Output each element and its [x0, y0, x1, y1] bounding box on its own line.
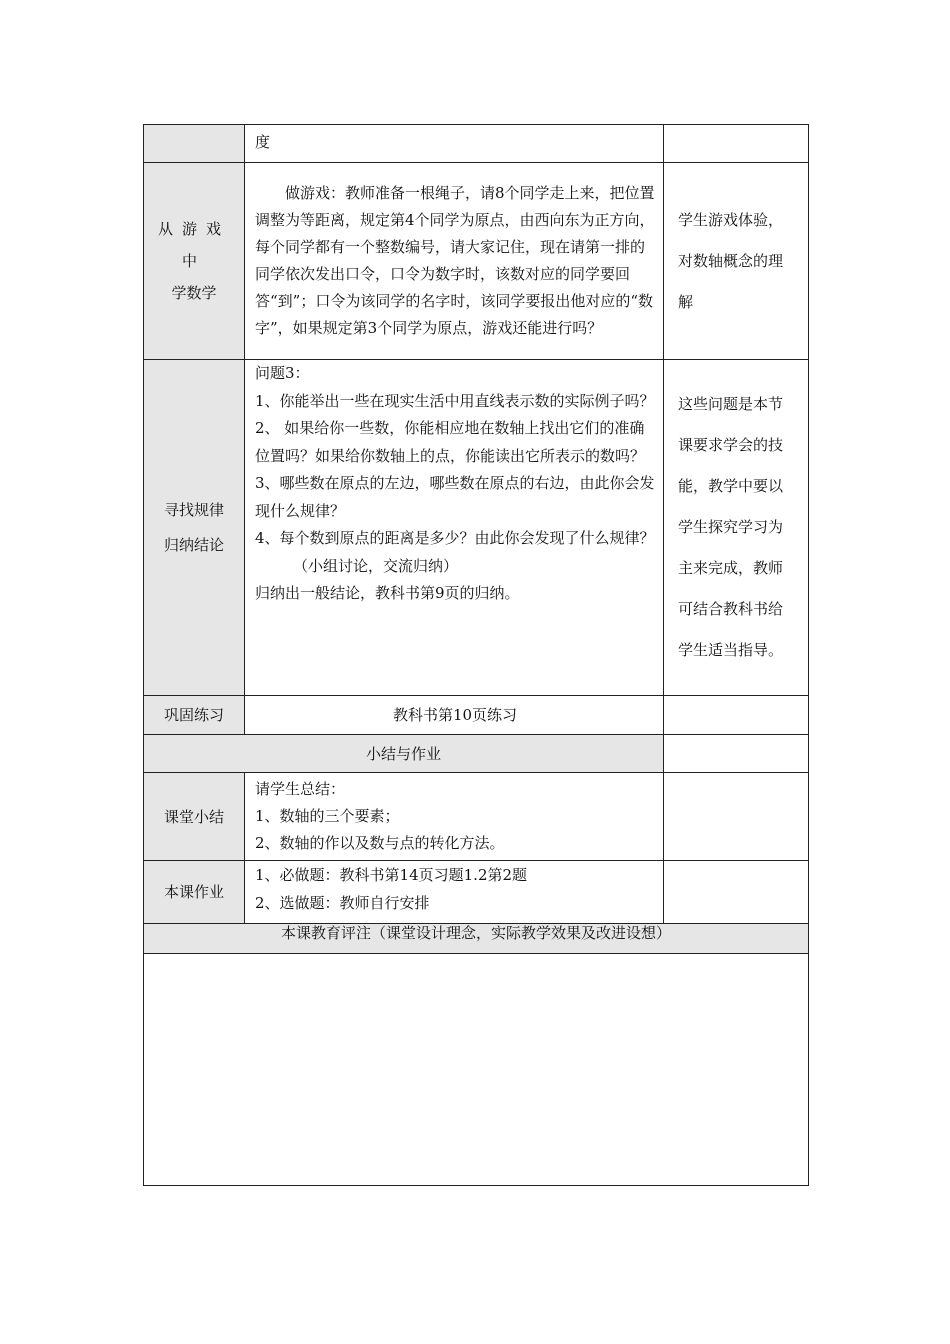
note-cell-empty: [664, 125, 809, 163]
section-label-pattern: [144, 360, 245, 696]
label-line: 归纳结论: [163, 535, 224, 554]
section-label-homework: 本课作业: [144, 861, 245, 924]
content-cell-pattern: [245, 360, 664, 696]
content-cell-game: [245, 163, 664, 360]
summary-line: 1、数轴的三个要素；: [255, 807, 400, 825]
content-cell-class-summary: [245, 773, 664, 861]
discussion-note: （小组讨论，交流归纳）: [293, 556, 459, 575]
table-row-commentary-body: [144, 954, 809, 1186]
question-item: 2、 如果给你一些数，你能相应地在数轴上找出它们的准确位置吗？如果给你数轴上的点，你能读出它所表示的数吗？: [255, 419, 646, 465]
game-description: 做游戏：教师准备一根绳子，请8个同学走上来，把位置调整为等距离，规定第4个同学为原点，由西向东为正方向，每个同学都有一个整数编号，请大家记住，现在请第一排的同学依次发出口令，口令为数字时，该数对应的同学要回答“到”；口令为该同学的名字时，该同学要报出他对应的“数字”，如果规定第3个同学为原点，游戏还能进行吗？: [255, 184, 655, 337]
content-cell-practice: 教科书第10页练习: [245, 696, 664, 735]
label-line: 寻找规律: [163, 500, 224, 519]
question-item: 4、每个数到原点的距离是多少？由此你会发现了什么规律？: [255, 529, 655, 547]
content-cell-homework: [245, 861, 664, 924]
table-row-continuation: [144, 125, 809, 163]
homework-line: 2、选做题：教师自行安排: [255, 894, 430, 912]
table-row-homework: [144, 861, 809, 924]
table-row-practice: [144, 696, 809, 735]
lesson-plan-table: [143, 124, 809, 1186]
commentary-header: 本课教育评注（课堂设计理念，实际教学效果及改进设想）: [144, 924, 809, 954]
table-row-game: [144, 163, 809, 360]
summary-header: 小结与作业: [144, 735, 664, 773]
summary-line: 请学生总结：: [255, 780, 346, 798]
content-cell: 度: [245, 125, 664, 163]
table-row-summary-header: [144, 735, 809, 773]
note-text: 这些问题是本节课要求学会的技能，教学中要以学生探究学习为主来完成，教师可结合教科书给学生适当指导。: [678, 395, 784, 659]
note-cell-empty: [664, 735, 809, 773]
table-row-pattern: [144, 360, 809, 696]
table-row-commentary-header: [144, 924, 809, 954]
section-label-practice: 巩固练习: [144, 696, 245, 735]
homework-line: 1、必做题：教科书第14页习题1.2第2题: [255, 866, 528, 884]
note-cell-empty: [664, 861, 809, 924]
note-cell-empty: [664, 773, 809, 861]
question-item: 3、哪些数在原点的左边，哪些数在原点的右边，由此你会发现什么规律？: [255, 474, 655, 520]
question-item: 1、你能举出一些在现实生活中用直线表示数的实际例子吗？: [255, 391, 655, 410]
label-line: 学数学: [171, 284, 217, 302]
note-cell-pattern: [664, 360, 809, 696]
section-label-game: [144, 163, 245, 360]
summary-line: 2、数轴的作以及数与点的转化方法。: [255, 834, 505, 852]
question-heading: 问题3：: [255, 364, 310, 382]
commentary-body-empty: [144, 954, 809, 1186]
section-label-class-summary: 课堂小结: [144, 773, 245, 861]
conclusion-line: 归纳出一般结论，教科书第9页的归纳。: [255, 584, 520, 602]
note-cell-empty: [664, 696, 809, 735]
label-line: 从游戏中: [157, 220, 230, 270]
label-cell-empty: [144, 125, 245, 163]
note-cell-game: [664, 163, 809, 360]
table-row-class-summary: [144, 773, 809, 861]
note-text: 学生游戏体验，对数轴概念的理解: [678, 210, 784, 311]
